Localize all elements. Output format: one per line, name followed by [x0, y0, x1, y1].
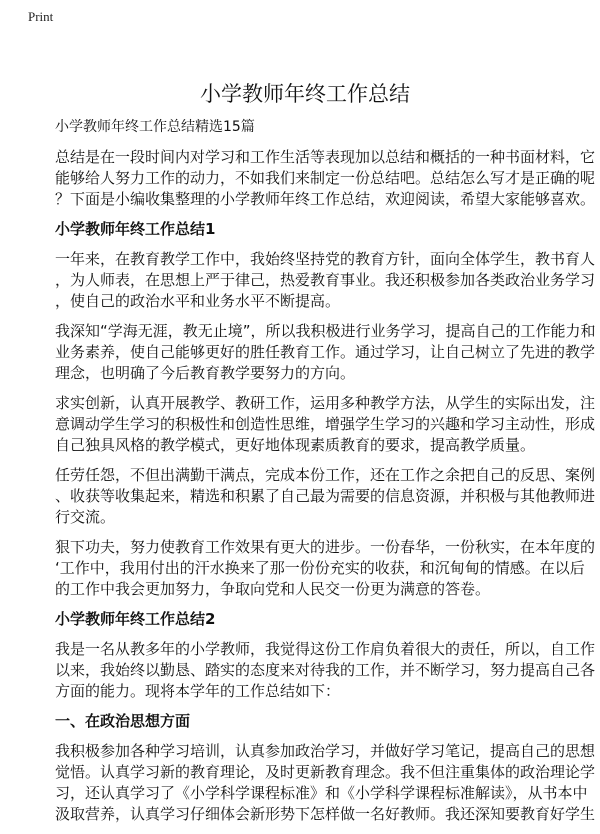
- paragraph-line: ，为人师表，在思想上严于律己，热爱教育事业。我还积极参加各类政治业务学习: [55, 271, 596, 289]
- paragraph: [55, 321, 596, 384]
- paragraph-line: 觉悟。认真学习新的教育理论，及时更新教育理念。我不但注重集体的政治理论学: [55, 763, 596, 781]
- paragraph-line: ？下面是小编收集整理的小学教师年终工作总结，欢迎阅读，希望大家能够喜欢。: [55, 190, 596, 208]
- paragraph-line: 习，还认真学习了《小学科学课程标准》和《小学科学课程标准解读》，从书本中: [55, 784, 588, 802]
- paragraph-line: 方面的能力。现将本学年的工作总结如下：: [55, 682, 341, 700]
- paragraph-line: 总结是在一段时间内对学习和工作生活等表现加以总结和概括的一种书面材料，它: [55, 148, 596, 166]
- paragraph-line: 我积极参加各种学习培训，认真参加政治学习，并做好学习笔记，提高自己的思想: [55, 742, 596, 760]
- paragraph-line: 狠下功夫，努力使教育工作效果有更大的进步。一份春华，一份秋实，在本年度的: [55, 538, 596, 556]
- paragraph-line: 业务素养，使自己能够更好的胜任教育工作。通过学习，让自己树立了先进的教学: [55, 343, 596, 361]
- paragraph-line: 任劳任怨，不但出满勤干满点，完成本份工作，还在工作之余把自己的反思、案例: [55, 466, 596, 484]
- document-subtitle: 小学教师年终工作总结精选15篇: [55, 119, 255, 135]
- paragraph: [55, 639, 596, 702]
- print-link[interactable]: Print: [28, 9, 54, 24]
- section-heading: 一、在政治思想方面: [55, 712, 191, 730]
- paragraph: [55, 465, 596, 528]
- paragraph-line: 、收获等收集起来，精选和积累了自己最为需要的信息资源，并积极与其他教师进: [55, 487, 596, 505]
- paragraph-line: 我深知“学海无涯，教无止境”，所以我积极进行业务学习，提高自己的工作能力和: [55, 322, 596, 340]
- paragraph-line: 我是一名从教多年的小学教师，我觉得这份工作肩负着很大的责任，所以，自工作: [55, 640, 596, 658]
- paragraph: [55, 147, 596, 210]
- paragraph-line: 理念，也明确了今后教育教学要努力的方向。: [55, 364, 356, 382]
- paragraph-line: 能够给人努力工作的动力，不如我们来制定一份总结吧。总结怎么写才是正确的呢: [55, 169, 596, 187]
- paragraph-line: 求实创新，认真开展教学、教研工作，运用多种教学方法，从学生的实际出发，注: [55, 394, 596, 412]
- paragraph: [55, 741, 596, 825]
- paragraph-line: 行交流。: [55, 508, 116, 526]
- paragraph-line: 意调动学生学习的积极性和创造性思维，增强学生学习的兴趣和学习主动性，形成: [55, 415, 596, 433]
- document-page: [55, 80, 596, 834]
- document-title: 小学教师年终工作总结: [200, 82, 410, 106]
- paragraph-line: 的工作中我会更加努力，争取向党和人民交一份更为满意的答卷。: [55, 580, 491, 598]
- paragraph-line: 汲取营养，认真学习仔细体会新形势下怎样做一名好教师。我还深知要教育好学生: [55, 805, 596, 823]
- section-heading: 小学教师年终工作总结2: [55, 610, 216, 628]
- paragraph-line: 以来，我始终以勤恳、踏实的态度来对待我的工作，并不断学习，努力提高自己各: [55, 661, 596, 679]
- paragraph: [55, 537, 596, 600]
- paragraph-line: ‘工作中，我用付出的汗水换来了那一份份充实的收获，和沉甸甸的情感。在以后: [55, 559, 585, 577]
- paragraph: [55, 393, 596, 456]
- paragraph-line: 自己独具风格的教学模式，更好地体现素质教育的要求，提高教学质量。: [55, 436, 536, 454]
- paragraph: [55, 249, 596, 312]
- section-heading: 小学教师年终工作总结1: [55, 220, 216, 238]
- paragraph-line: 一年来，在教育教学工作中，我始终坚持党的教育方针，面向全体学生，教书育人: [55, 250, 596, 268]
- document-body: [55, 147, 596, 825]
- paragraph-line: ，使自己的政治水平和业务水平不断提高。: [55, 292, 341, 310]
